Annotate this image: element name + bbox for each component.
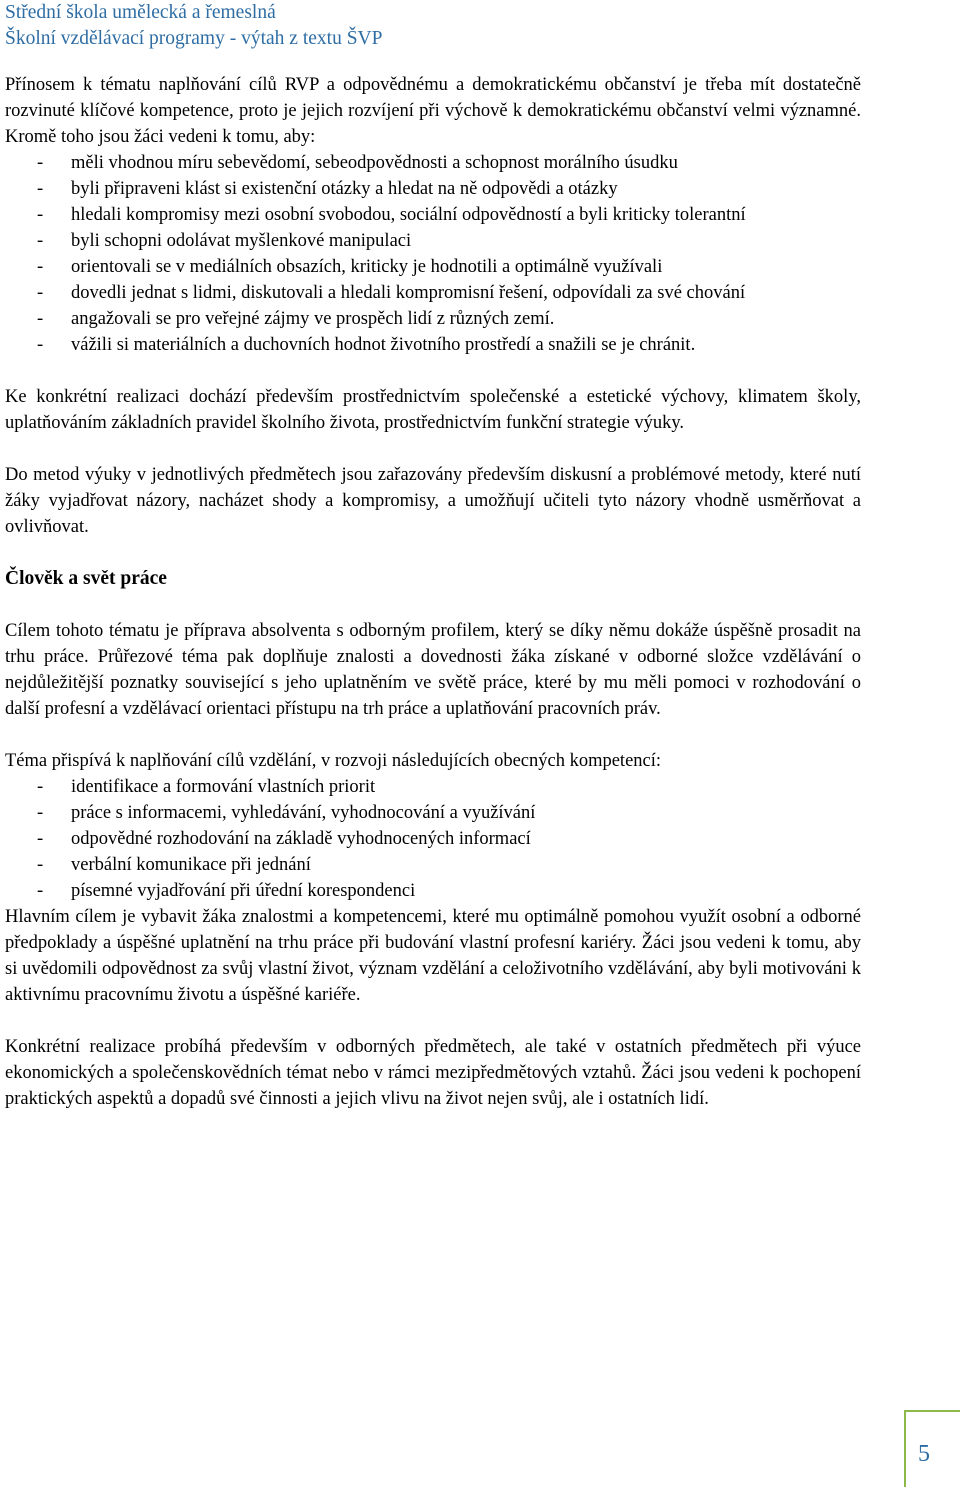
intro-paragraph: Přínosem k tématu naplňování cílů RVP a odpovědnému a demokratickému občanství je třeba mít dostatečně rozvinuté klíčové kompetence, proto je jejich rozvíjení při výchově k demokratickému občanství velmi významné. Kromě toho jsou žáci vedeni k tomu, aby: <box>5 75 861 147</box>
page-number: 5 <box>918 1441 930 1467</box>
list-item: - měli vhodnou míru sebevědomí, sebeodpovědnosti a schopnost morálního úsudku <box>5 150 861 176</box>
list-item: - práce s informacemi, vyhledávání, vyhodnocování a využívání <box>5 800 861 826</box>
citizenship-goals-list <box>5 150 861 358</box>
main-goal-paragraph: Hlavním cílem je vybavit žáka znalostmi a kompetencemi, které mu optimálně pomohou využít osobní a odborné předpoklady a úspěšné uplatnění na trhu práce při budování vlastní profesní kariéry. Žáci jsou vedeni k tomu, aby si uvědomili odpovědnost za svůj vlastní život, význam vzdělání a celoživotního vzdělávání, aby byli motivováni k aktivnímu pracovnímu životu a úspěšné kariéře. <box>5 907 861 1005</box>
document-body <box>5 72 861 1112</box>
competences-list <box>5 774 861 904</box>
section-goal-paragraph: Cílem tohoto tématu je příprava absolventa s odborným profilem, který se díky němu dokáže úspěšně prosadit na trhu práce. Průřezové téma pak doplňuje znalosti a dovednosti žáka získané v odborné složce vzdělávání o nejdůležitější poznatky související s jeho uplatněním ve světě práce, které by mu měli pomoci v rozhodování o další profesní a vzdělávací orientaci přístupu na trh práce a uplatňování pracovních práv. <box>5 621 861 719</box>
list-item: - angažovali se pro veřejné zájmy ve prospěch lidí z různých zemí. <box>5 306 861 332</box>
list-item: - odpovědné rozhodování na základě vyhodnocených informací <box>5 826 861 852</box>
school-name: Střední škola umělecká a řemeslná <box>5 2 276 23</box>
list-item: - písemné vyjadřování při úřední korespondenci <box>5 878 861 904</box>
list-item: - byli připraveni klást si existenční otázky a hledat na ně odpovědi a otázky <box>5 176 861 202</box>
document-subtitle: Školní vzdělávací programy - výtah z textu ŠVP <box>5 28 383 49</box>
list-item: - byli schopni odolávat myšlenkové manipulaci <box>5 228 861 254</box>
section-heading: Člověk a svět práce <box>5 568 167 589</box>
realization-paragraph: Ke konkrétní realizaci dochází především prostřednictvím společenské a estetické výchovy, klimatem školy, uplatňováním základních pravidel školního života, prostřednictvím funkční strategie výuky. <box>5 387 861 433</box>
implementation-paragraph: Konkrétní realizace probíhá především v odborných předmětech, ale také v ostatních předmětech při výuce ekonomických a společenskovědních témat nebo v rámci mezipředmětových vztahů. Žáci jsou vedeni k pochopení praktických aspektů a dopadů své činnosti a jejich vlivu na život nejen svůj, ale i ostatních lidí. <box>5 1037 861 1109</box>
competences-intro: Téma přispívá k naplňování cílů vzdělání, v rozvoji následujících obecných kompetencí: <box>5 751 662 771</box>
list-item: - dovedli jednat s lidmi, diskutovali a hledali kompromisní řešení, odpovídali za své chování <box>5 280 861 306</box>
document-header <box>5 0 382 52</box>
list-item: - vážili si materiálních a duchovních hodnot životního prostředí a snažili se je chránit. <box>5 332 861 358</box>
methods-paragraph: Do metod výuky v jednotlivých předmětech jsou zařazovány především diskusní a problémové metody, které nutí žáky vyjadřovat názory, nacházet shody a kompromisy, a umožňují učiteli tyto názory vhodně usměrňovat a ovlivňovat. <box>5 465 861 537</box>
list-item: - orientovali se v mediálních obsazích, kriticky je hodnotili a optimálně využívali <box>5 254 861 280</box>
list-item: - verbální komunikace při jednání <box>5 852 861 878</box>
list-item: - hledali kompromisy mezi osobní svobodou, sociální odpovědností a byli kriticky tolerantní <box>5 202 861 228</box>
list-item: - identifikace a formování vlastních priorit <box>5 774 861 800</box>
page-number-frame <box>904 1410 960 1487</box>
